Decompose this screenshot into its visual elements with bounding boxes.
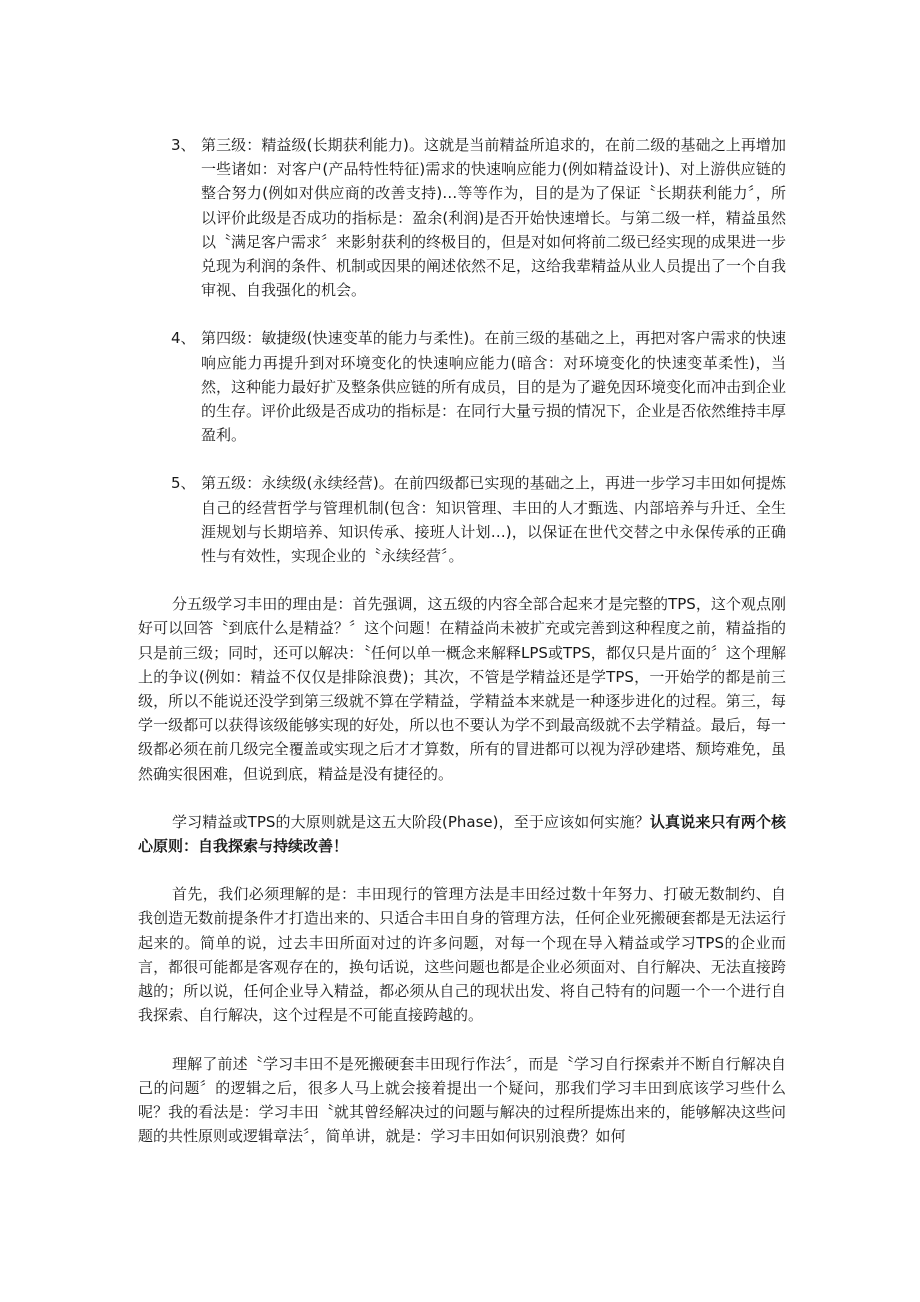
list-number: 5、 xyxy=(171,474,196,493)
list-item-level-3 xyxy=(138,133,786,302)
spacer xyxy=(138,568,786,592)
list-item-text: 第五级：永续级(永续经营)。在前四级都已实现的基础之上，再进一步学习丰田如何提炼自己的经营哲学与管理机制(包含：知识管理、丰田的人才甄选、内部培养与升迁、全生涯规划与长期培养、知识传承、接班人计划…)，以保证在世代交替之中永保传承的正确性与有效性，实现企业的〝永续经营〞。 xyxy=(201,474,786,566)
paragraph-reasons: 分五级学习丰田的理由是：首先强调，这五级的内容全部合起来才是完整的TPS，这个观点刚好可以回答〝到底什么是精益？〞这个问题！在精益尚未被扩充或完善到这种程度之前，精益指的只是前三级；同时，还可以解决：〝任何以单一概念来解释LPS或TPS，都仅只是片面的〞这个理解上的争议(例如：精益不仅仅是排除浪费)；其次，不管是学精益还是学TPS，一开始学的都是前三级，所以不能说还没学到第三级就不算在学精益，学精益本来就是一种逐步进化的过程。第三，每学一级都可以获得该级能够实现的好处，所以也不要认为学不到最高级就不去学精益。最后，每一级都必须在前几级完全覆盖或实现之后才才算数，所有的冒进都可以视为浮砂建塔、颓垮难免，虽然确实很困难，但说到底，精益是没有捷径的。 xyxy=(138,595,786,783)
paragraph-learning: 理解了前述〝学习丰田不是死搬硬套丰田现行作法〞，而是〝学习自行探索并不断自行解决自己的问题〞的逻辑之后，很多人马上就会接着提出一个疑问，那我们学习丰田到底该学习些什么呢？我的看法是：学习丰田〝就其曾经解决过的问题与解决的过程所提炼出来的，能够解决这些问题的共性原则或逻辑章法〞，简单讲，就是：学习丰田如何识别浪费？如何 xyxy=(138,1054,786,1146)
list-item-text: 第四级：敏捷级(快速变革的能力与柔性)。在前三级的基础之上，再把对客户需求的快速响应能力再提升到对环境变化的快速响应能力(暗含：对环境变化的快速变革柔性)，当然，这种能力最好扩及整条供应链的所有成员，目的是为了避免因环境变化而冲击到企业的生存。评价此级是否成功的指标是：在同行大量亏损的情况下，企业是否依然维持丰厚盈利。 xyxy=(201,329,787,445)
spacer xyxy=(138,447,786,471)
spacer xyxy=(138,1028,786,1052)
paragraph-bold-text: 认真说来只有两个核心原则：自我探索与持续改善！ xyxy=(138,812,786,856)
spacer xyxy=(138,858,786,882)
list-item-level-5 xyxy=(138,471,786,568)
paragraph-text: 学习精益或TPS的大原则就是这五大阶段(Phase)，至于应该如何实施？ xyxy=(172,812,650,831)
document-body xyxy=(138,133,786,1148)
list-item-level-4 xyxy=(138,326,786,447)
paragraph-understanding: 首先，我们必须理解的是：丰田现行的管理方法是丰田经过数十年努力、打破无数制约、自我创造无数前提条件才打造出来的、只适合丰田自身的管理方法，任何企业死搬硬套都是无法运行起来的。简单的说，过去丰田所面对过的许多问题，对每一个现在导入精益或学习TPS的企业而言，都很可能都是客观存在的，换句话说，这些问题也都是企业必须面对、自行解决、无法直接跨越的；所以说，任何企业导入精益，都必须从自己的现状出发、将自己特有的问题一个一个进行自我探索、自行解决，这个过程是不可能直接跨越的。 xyxy=(138,885,786,1025)
list-number: 3、 xyxy=(171,136,196,154)
spacer xyxy=(138,302,786,326)
list-number: 4、 xyxy=(171,329,196,348)
list-item-text: 第三级：精益级(长期获利能力)。这就是当前精益所追求的，在前二级的基础之上再增加一些诸如：对客户(产品特性特征)需求的快速响应能力(例如精益设计)、对上游供应链的整合努力(例如对供应商的改善支持)…等等作为，目的是为了保证〝长期获利能力〞，所以评价此级是否成功的指标是：盈余(利润)是否开始快速增长。与第二级一样，精益虽然以〝满足客户需求〞来影射获利的终极目的，但是对如何将前二级已经实现的成果进一步兑现为利润的条件、机制或因果的阐述依然不足，这给我辈精益从业人员提出了一个自我审视、自我强化的机会。 xyxy=(201,136,787,300)
paragraph-principles xyxy=(138,810,786,858)
spacer xyxy=(138,786,786,810)
